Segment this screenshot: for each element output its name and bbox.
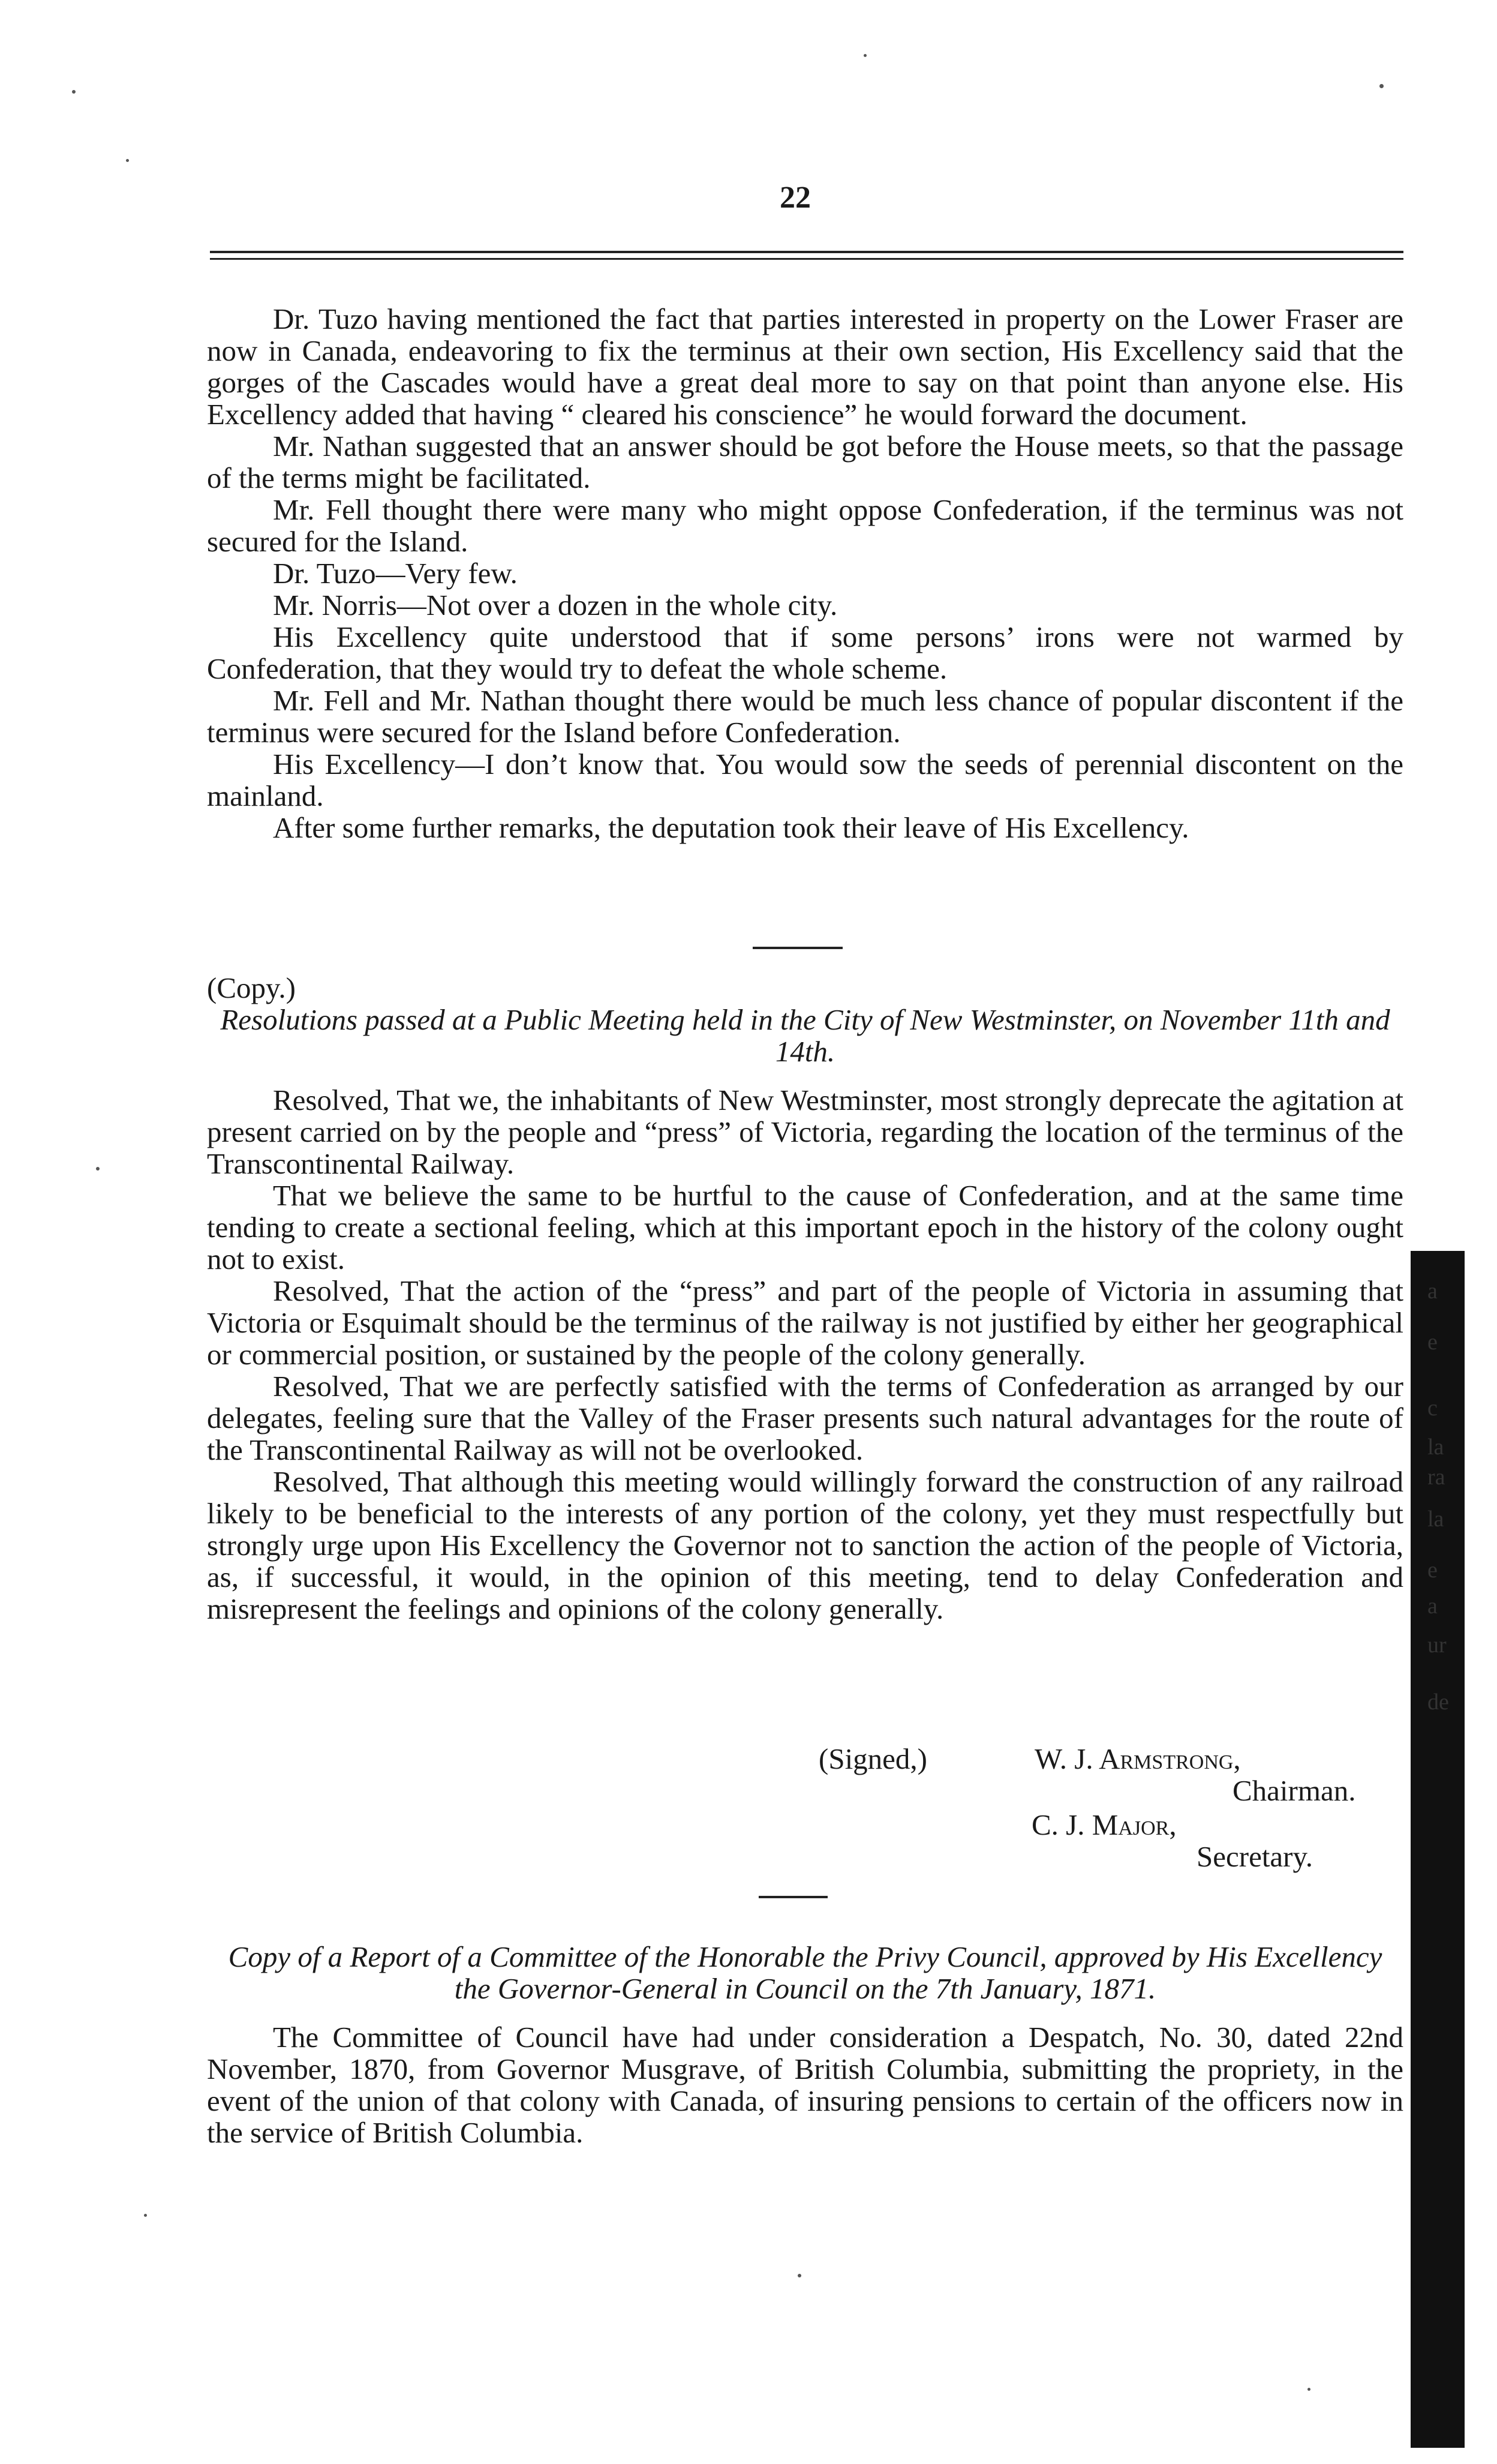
signed-label: (Signed,) [819,1742,927,1775]
signatory-title: Secretary. [1197,1840,1313,1873]
dialogue-paragraph: His Excellency quite understood that if some persons’ irons were not warmed by Confederation, that they would try to defeat the whole scheme. [207,620,1403,685]
dialogue-paragraph: Mr. Fell and Mr. Nathan thought there would be much less chance of popular discontent if the terminus were secured for the Island before Confederation. [207,684,1403,749]
signatory-name: C. J. Major, [1032,1808,1177,1841]
dialogue-paragraph: Mr. Fell thought there were many who might oppose Confederation, if the terminus was not secured for the Island. [207,493,1403,558]
scan-speck [798,2274,801,2277]
section-divider [753,947,843,949]
dialogue-paragraph: Dr. Tuzo—Very few. [273,557,518,590]
scan-speck [864,54,867,57]
binding-edge-shadow [1411,1251,1465,2448]
edge-fragment: ra [1427,1464,1445,1490]
deputation-dialogue [207,303,1403,844]
dialogue-paragraph: Dr. Tuzo having mentioned the fact that parties interested in property on the Lower Fraser are now in Canada, endeavoring to fix the terminus at their own section, His Excellency said that the gorges of the Cascades would have a great deal more to say on that point than anyone else. His Excellency added that having “ cleared his conscience” he would forward the document. [207,302,1403,431]
resolution-paragraph: Resolved, That although this meeting would willingly forward the construction of any railroad likely to be beneficial to the interests of any portion of the colony, yet they must respectfully but strongly urge upon His Excellency the Governor not to sanction the action of the people of Victoria, as, if successful, it would, in the opinion of this meeting, tend to delay Confederation and misrepresent the feelings and opinions of the colony generally. [207,1465,1403,1625]
scan-speck [144,2214,147,2217]
report-paragraph: The Committee of Council have had under consideration a Despatch, No. 30, dated 22nd November, 1870, from Governor Musgrave, of British Columbia, submitting the propriety, in the event of the union of that colony with Canada, of insuring pensions to certain of the officers now in the service of British Columbia. [207,2021,1403,2149]
copy-label: (Copy.) [207,971,296,1004]
dialogue-paragraph: After some further remarks, the deputation took their leave of His Excellency. [273,811,1189,844]
scan-speck [126,159,129,162]
edge-fragment: de [1427,1689,1449,1715]
dialogue-paragraph: Mr. Norris—Not over a dozen in the whole city. [273,589,838,622]
edge-fragment: a [1427,1278,1438,1304]
section-divider [759,1896,828,1898]
header-rule [210,251,1403,260]
resolutions-heading: Resolutions passed at a Public Meeting held in the City of New Westminster, on November 11th and 14th. [220,1003,1390,1068]
resolution-paragraph: That we believe the same to be hurtful to the cause of Confederation, and at the same time tending to create a sectional feeling, which at this important epoch in the history of the colony ought not to exist. [207,1179,1403,1275]
signatory-title: Chairman. [1233,1774,1356,1807]
scan-speck [72,90,76,94]
edge-fragment: la [1427,1434,1444,1460]
edge-fragment: la [1427,1506,1444,1532]
resolution-paragraph: Resolved, That we are perfectly satisfied with the terms of Confederation as arranged by our delegates, feeling sure that the Valley of the Fraser presents such natural advantages for the route of the Transcontinental Railway as will not be overlooked. [207,1370,1403,1466]
scan-speck [1307,2388,1310,2391]
report-section [207,1941,1403,2148]
signatory-name: W. J. Armstrong, [1035,1742,1241,1775]
page-number: 22 [780,181,811,215]
edge-fragment: e [1427,1329,1438,1355]
edge-fragment: ur [1427,1632,1447,1658]
edge-fragment: c [1427,1395,1438,1421]
edge-fragment: e [1427,1557,1438,1583]
resolution-paragraph: Resolved, That the action of the “press” and part of the people of Victoria in assuming that Victoria or Esquimalt should be the terminus of the railway is not justified by either her geographical or commercial position, or sustained by the people of the colony generally. [207,1274,1403,1371]
scan-speck [96,1167,100,1171]
edge-fragment: a [1427,1593,1438,1619]
dialogue-paragraph: Mr. Nathan suggested that an answer should be got before the House meets, so that the passage of the terms might be facilitated. [207,430,1403,494]
resolution-paragraph: Resolved, That we, the inhabitants of New Westminster, most strongly deprecate the agitation at present carried on by the people and “press” of Victoria, regarding the location of the terminus of the Transcontinental Railway. [207,1084,1403,1180]
resolutions-section [207,972,1403,1625]
dialogue-paragraph: His Excellency—I don’t know that. You would sow the seeds of perennial discontent on the mainland. [207,748,1403,812]
report-heading: Copy of a Report of a Committee of the Honorable the Privy Council, approved by His Excellency the Governor-General in Council on the 7th January, 1871. [228,1940,1382,2005]
scan-speck [1379,84,1384,88]
